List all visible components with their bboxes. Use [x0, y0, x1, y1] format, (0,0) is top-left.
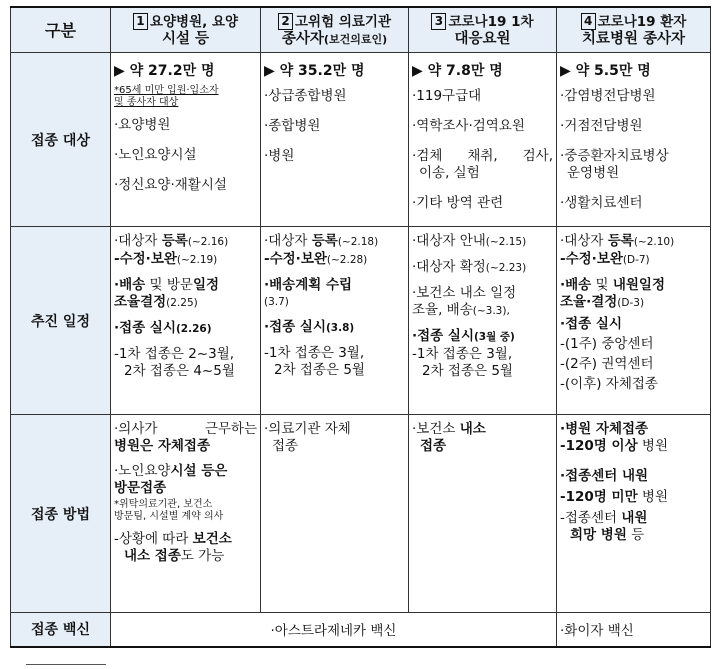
schedule-col4-l6: -(1주) 중앙센터	[560, 336, 654, 352]
method-col1-l5a: -상황에 따라	[114, 531, 193, 547]
vaccination-plan-table	[10, 6, 711, 648]
schedule-col3-l2a: ·대상자 확정	[412, 259, 486, 275]
schedule-col3-l1a: ·대상자 안내	[412, 233, 486, 249]
method-col4-l2a: -120명 이상	[560, 438, 638, 454]
schedule-col4-l3a: ·배송	[560, 277, 592, 293]
col3-title-line2: 대응요원	[454, 30, 511, 47]
col4-title-line2: 치료병원 종사자	[581, 30, 686, 47]
method-col4-l1: ·병원 자체접종	[560, 421, 649, 437]
vaccine-row	[11, 613, 711, 647]
method-col4-l6b: 등	[626, 527, 645, 543]
col4-title-line1: 코로나19 환자	[597, 13, 687, 30]
method-col4-l5a: -접종센터	[560, 510, 622, 526]
schedule-col2-l1a: ·대상자	[264, 233, 312, 249]
schedule-col4-l5: ·접종 실시	[560, 316, 622, 332]
target-col2-item-3: ·병원	[264, 148, 295, 164]
method-col1-l3b: 시설 등은	[170, 463, 228, 479]
target-col1-count: ▶ 약 27.2만 명	[114, 63, 215, 79]
schedule-col3-l5a: ·접종 실시	[412, 328, 474, 344]
schedule-col1-l2b: (~2.19)	[176, 254, 218, 266]
col1-number: 1	[133, 13, 148, 30]
schedule-col3-l3: ·보건소 내소 일정	[412, 285, 517, 301]
vaccine-astrazeneca: ·아스트라제네카 백신	[111, 613, 557, 647]
target-col1-note1: *65세 미만 입원·입소자	[114, 85, 219, 96]
col3-number: 3	[431, 13, 446, 30]
target-col2-item-1: ·상급종합병원	[264, 88, 347, 104]
target-col3-item-3: ·검체 채취, 검사,	[412, 148, 553, 164]
method-col1	[111, 415, 261, 613]
schedule-col4-l1a: ·대상자	[560, 233, 608, 249]
schedule-row	[11, 227, 711, 415]
method-col1-l6b: 도 가능	[180, 548, 225, 564]
col2-number: 2	[278, 13, 293, 30]
target-col4-item-4: ·생활치료센터	[560, 195, 643, 211]
footer-divider	[26, 664, 106, 665]
target-col3-item-1: ·119구급대	[412, 88, 482, 104]
target-col4-item-3b: 운영병원	[567, 165, 620, 181]
target-col3-item-2: ·역학조사·검역요원	[412, 118, 525, 134]
schedule-col1-l3c: 일정	[192, 277, 220, 293]
schedule-col2-l1b: 등록	[311, 233, 338, 249]
header-col1	[111, 7, 261, 53]
schedule-col2-l2a: -수정·보완	[264, 251, 327, 267]
schedule-col4-l1b: 등록	[607, 233, 634, 249]
col1-title-line2: 시설 등	[161, 30, 210, 47]
schedule-col1-l2a: -수정·보완	[114, 251, 177, 267]
schedule-col1-l1c: (~2.16)	[187, 236, 229, 248]
schedule-col4-l2a: -수정·보완	[560, 251, 623, 267]
schedule-col4	[557, 227, 711, 415]
target-col4-item-2: ·거점전담병원	[560, 118, 643, 134]
schedule-col1	[111, 227, 261, 415]
method-col1-note2: 방문팀, 시설별 계약 의사	[114, 511, 224, 522]
method-col4-l5b: 내원	[621, 510, 648, 526]
target-col2	[261, 53, 409, 227]
schedule-col4-l3b: 및	[591, 277, 613, 293]
schedule-label: 추진 일정	[11, 227, 111, 415]
method-col3-l1a: ·보건소	[412, 421, 460, 437]
schedule-col3-l7: 2차 접종은 5월	[422, 363, 513, 379]
schedule-col3-l4b: (~3.3),	[472, 305, 510, 317]
target-col4	[557, 53, 711, 227]
method-row	[11, 415, 711, 613]
target-col4-count: ▶ 약 5.5만 명	[560, 63, 651, 79]
schedule-col1-l5a: ·접종 실시	[114, 320, 176, 336]
schedule-col4-l7: -(2주) 권역센터	[560, 356, 654, 372]
method-col1-l3a: ·노인요양	[114, 463, 171, 479]
method-col3-l1b: 내소	[459, 421, 486, 437]
target-col3-item-3b: 이송, 실험	[419, 165, 480, 181]
schedule-col2-l7: 2차 접종은 5월	[274, 362, 365, 378]
method-col2-l1: ·의료기관 자체	[264, 421, 351, 437]
method-label: 접종 방법	[11, 415, 111, 613]
schedule-col3-l1b: (~2.15)	[485, 236, 527, 248]
schedule-col1-l5b: (2.26)	[176, 323, 212, 335]
method-col1-l4: 방문접종	[114, 480, 167, 496]
col2-title-line1: 고위험 의료기관	[295, 13, 391, 30]
schedule-col4-l4a: 조율·결정	[560, 294, 618, 310]
target-col4-item-1: ·감염병전담병원	[560, 88, 656, 104]
method-col4-l4b: 병원	[637, 489, 668, 505]
schedule-col3-l2b: (~2.23)	[485, 262, 527, 274]
target-col3-count: ▶ 약 7.8만 명	[412, 63, 503, 79]
col2-title-line2: 종사자	[281, 30, 324, 47]
schedule-col3	[409, 227, 557, 415]
schedule-col2-l4: (3.7)	[264, 296, 289, 308]
method-col3-l2: 접종	[420, 438, 447, 454]
target-col1	[111, 53, 261, 227]
schedule-col4-l4b: (D-3)	[617, 297, 645, 309]
vaccine-pfizer: ·화이자 백신	[557, 613, 711, 647]
method-col1-l2: 병원은 자체접종	[114, 438, 210, 454]
header-category: 구분	[11, 7, 111, 53]
schedule-col3-l6: -1차 접종은 3월,	[412, 346, 513, 362]
schedule-col3-l5b: (3월 중)	[474, 331, 515, 343]
schedule-col4-l1c: (~2.10)	[633, 236, 675, 248]
target-col2-count: ▶ 약 35.2만 명	[264, 63, 365, 79]
target-col3-item-4: ·기타 방역 관련	[412, 195, 504, 211]
schedule-col1-l6: -1차 접종은 2~3월,	[114, 346, 235, 362]
target-col2-item-2: ·종합병원	[264, 118, 321, 134]
vaccine-label: 접종 백신	[11, 613, 111, 647]
method-col1-l6a: 내소 접종	[124, 548, 181, 564]
schedule-col2	[261, 227, 409, 415]
target-col1-item-2: ·노인요양시설	[114, 147, 197, 163]
schedule-col1-l3b: 및 방문	[145, 277, 193, 293]
schedule-col1-l7: 2차 접종은 4~5월	[124, 363, 235, 379]
method-col1-l1: ·의사가 근무하는	[114, 421, 257, 437]
method-col4	[557, 415, 711, 613]
schedule-col4-l3c: 내원일정	[612, 277, 666, 293]
header-col3	[409, 7, 557, 53]
method-col2-l2: 접종	[272, 438, 299, 454]
schedule-col4-l8: -(이후) 자체접종	[560, 376, 658, 392]
method-col4-l4a: -120명 미만	[560, 489, 638, 505]
col2-title-small: (보건의료인)	[323, 32, 388, 46]
target-col3	[409, 53, 557, 227]
method-col3	[409, 415, 557, 613]
method-col2	[261, 415, 409, 613]
header-col4	[557, 7, 711, 53]
schedule-col3-l4a: 조율, 배송	[412, 302, 473, 318]
schedule-col2-l5b: (3.8)	[326, 322, 355, 334]
target-row	[11, 53, 711, 227]
schedule-col2-l3: ·배송계획 수립	[264, 277, 353, 293]
schedule-col2-l2b: (~2.28)	[326, 254, 368, 266]
method-col1-note1: *위탁의료기관, 보건소	[114, 499, 213, 510]
schedule-col2-l1c: (~2.18)	[337, 236, 379, 248]
target-col1-note2: 및 종사자 대상	[114, 97, 179, 108]
schedule-col1-l1a: ·대상자	[114, 233, 162, 249]
method-col4-l3: ·접종센터 내원	[560, 468, 649, 484]
target-col1-item-1: ·요양병원	[114, 117, 171, 133]
schedule-col4-l2b: (D-7)	[622, 254, 650, 266]
target-col1-item-3: ·정신요양·재활시설	[114, 177, 227, 193]
col1-title-line1: 요양병원, 요양	[149, 13, 239, 30]
schedule-col2-l5a: ·접종 실시	[264, 319, 326, 335]
schedule-col2-l6: -1차 접종은 3월,	[264, 345, 365, 361]
header-col2	[261, 7, 409, 53]
header-row	[11, 7, 711, 53]
schedule-col1-l1b: 등록	[161, 233, 188, 249]
col4-number: 4	[581, 13, 596, 30]
method-col4-l2b: 병원	[637, 438, 668, 454]
method-col4-l6a: 희망 병원	[570, 527, 627, 543]
col3-title-line1: 코로나19 1차	[448, 13, 534, 30]
target-label: 접종 대상	[11, 53, 111, 227]
schedule-col1-l4b: (2.25)	[166, 297, 198, 309]
schedule-col1-l4a: 조율결정	[114, 294, 167, 310]
method-col1-l5b: 보건소	[192, 531, 232, 547]
target-col4-item-3: ·중증환자치료병상	[560, 148, 669, 164]
schedule-col1-l3a: ·배송	[114, 277, 146, 293]
